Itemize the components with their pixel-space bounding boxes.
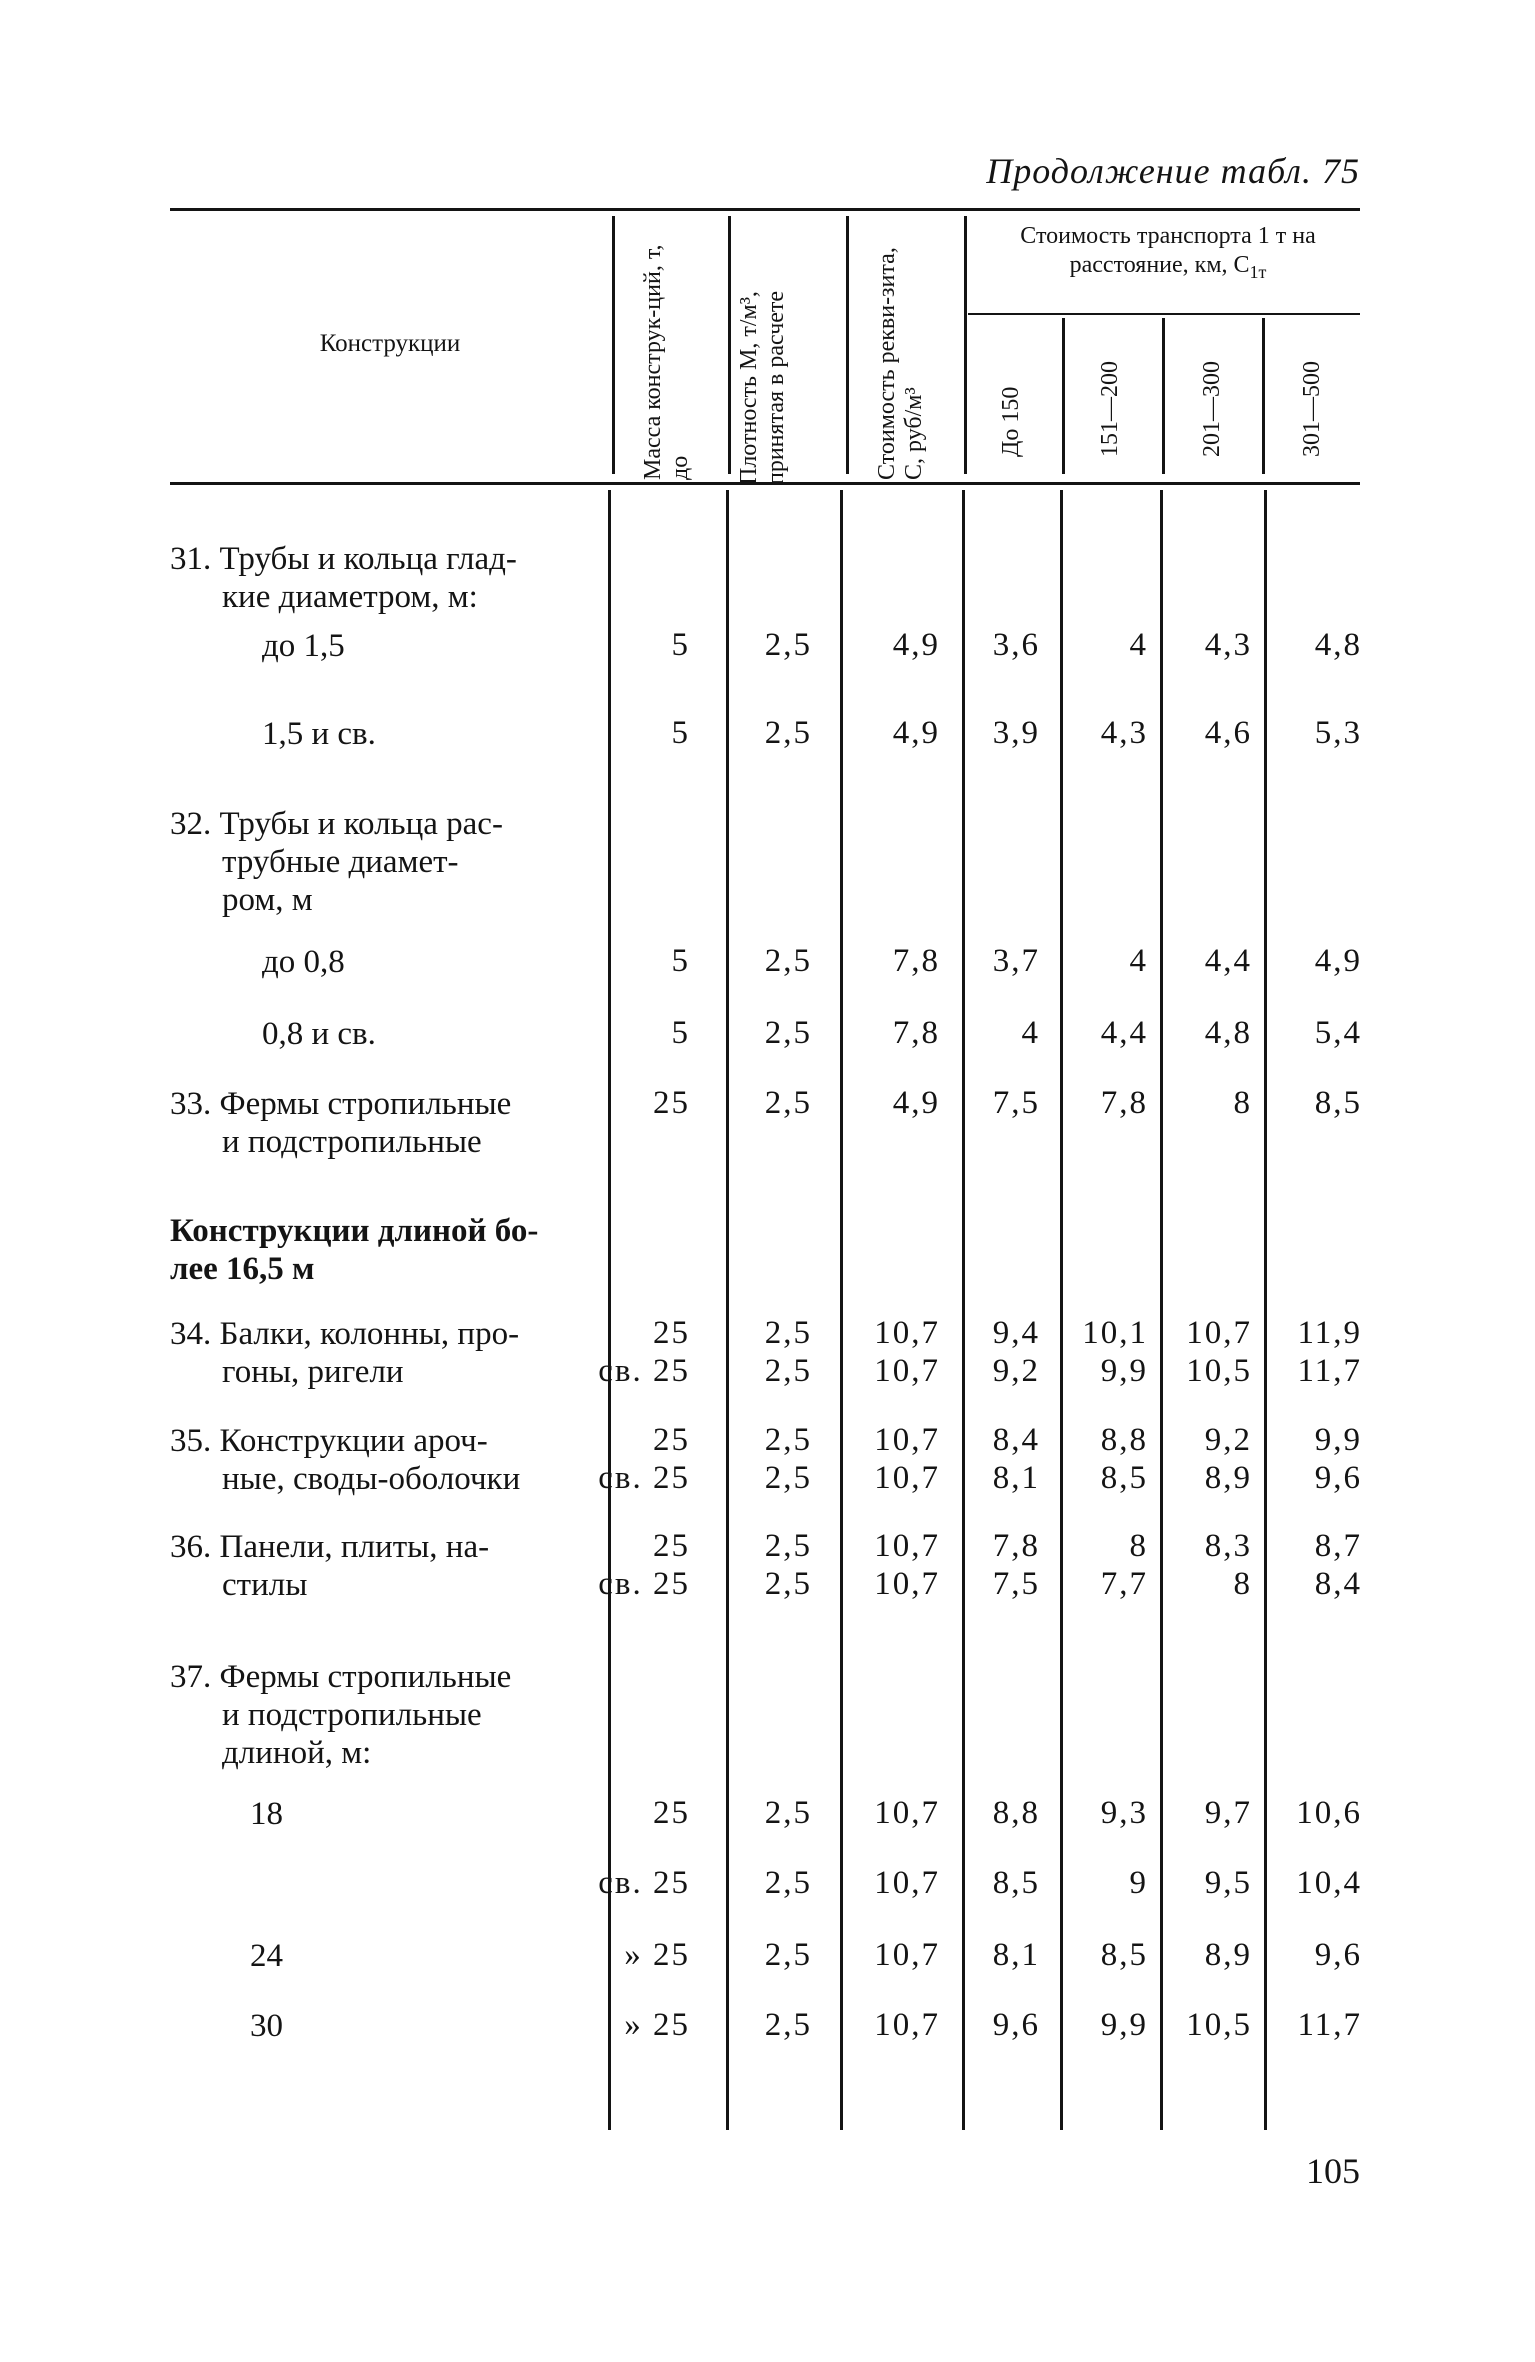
table-cell: 7,8 [1100, 1085, 1148, 1121]
table-cell: 4,9 [892, 627, 940, 663]
header-cost-rekvizit: Стоимость рекви-зита, С, руб/м³ [874, 247, 927, 480]
table-cell: 5 [671, 627, 690, 663]
table-cell: 10,7 [874, 2007, 940, 2043]
header-dist-2: 201—300 [1199, 361, 1225, 457]
table-cell: 10,7 [874, 1865, 940, 1901]
table-cell: 11,9 [1297, 1315, 1362, 1351]
table-cell: 8,9 [1204, 1937, 1252, 1973]
page-number: 105 [1306, 2151, 1360, 2191]
table-cell: 4,4 [1204, 943, 1252, 979]
table-cell: 8,7 [1314, 1528, 1362, 1564]
row-label-cont: и подстропильные [222, 1697, 482, 1733]
row-label-cont: ные, своды-оболочки [222, 1461, 521, 1497]
row-label: до 0,8 [262, 944, 345, 980]
table-cell: 4,9 [1314, 943, 1362, 979]
table-cell: 8,4 [992, 1422, 1040, 1458]
table-cell: 11,7 [1297, 2007, 1362, 2043]
table-cell: 7,8 [992, 1528, 1040, 1564]
row-label: 1,5 и св. [262, 716, 376, 752]
table-cell: 5,4 [1314, 1015, 1362, 1051]
col-divider [1062, 318, 1065, 474]
table-cell: 2,5 [764, 1795, 812, 1831]
table-cell: 10,7 [874, 1422, 940, 1458]
col-divider [846, 216, 849, 474]
table-cell: 8,5 [992, 1865, 1040, 1901]
table-cell: 2,5 [764, 715, 812, 751]
table-cell: 7,8 [892, 1015, 940, 1051]
table-cell: 10,7 [874, 1795, 940, 1831]
table-cell: 10,1 [1082, 1315, 1148, 1351]
table-cell: 8 [1129, 1528, 1148, 1564]
table-cell: 8,8 [992, 1795, 1040, 1831]
table-cell: св. 25 [598, 1865, 690, 1901]
row-label: 33. Фермы стропильные [170, 1086, 512, 1122]
table-cell: 4 [1129, 627, 1148, 663]
col-divider [1162, 318, 1165, 474]
table-cell: 8 [1233, 1566, 1252, 1602]
row-label: 18 [250, 1796, 283, 1832]
table-cell: 4 [1021, 1015, 1040, 1051]
table-cell: 8,1 [992, 1937, 1040, 1973]
table-cell: 8 [1233, 1085, 1252, 1121]
table-cell: 9,6 [1314, 1937, 1362, 1973]
row-label: Конструкции длиной бо- [170, 1213, 539, 1249]
header-dist-0: До 150 [998, 386, 1024, 457]
row-label-cont: ром, м [222, 882, 313, 918]
col-divider [1262, 318, 1265, 474]
table-cell: 10,7 [1186, 1315, 1252, 1351]
table-cell: 10,7 [874, 1315, 940, 1351]
table-cell: 4,9 [892, 715, 940, 751]
table-cell: св. 25 [598, 1353, 690, 1389]
table-cell: 10,6 [1296, 1795, 1362, 1831]
table-cell: 9,9 [1100, 2007, 1148, 2043]
table-cell: 9,7 [1204, 1795, 1252, 1831]
table-cell: 2,5 [764, 1566, 812, 1602]
table-cell: 2,5 [764, 2007, 812, 2043]
header-transport-group [968, 222, 1368, 287]
table-cell: 2,5 [764, 1315, 812, 1351]
table-cell: 9,6 [992, 2007, 1040, 2043]
table-cell: 8,1 [992, 1460, 1040, 1496]
table-cell: 2,5 [764, 1528, 812, 1564]
table-cell: 3,6 [992, 627, 1040, 663]
table-cell: 10,7 [874, 1937, 940, 1973]
table-cell: 8,4 [1314, 1566, 1362, 1602]
table-cell: 9,6 [1314, 1460, 1362, 1496]
table-cell: 9,9 [1100, 1353, 1148, 1389]
row-label-cont: длиной, м: [222, 1735, 372, 1771]
table-cell: 2,5 [764, 1422, 812, 1458]
row-label-cont: стилы [222, 1567, 308, 1603]
table-cell: 2,5 [764, 627, 812, 663]
table-cell: 10,7 [874, 1460, 940, 1496]
table-cell: св. 25 [598, 1566, 690, 1602]
row-label: 31. Трубы и кольца глад- [170, 541, 517, 577]
row-label-cont: лее 16,5 м [170, 1251, 315, 1287]
header-mass: Масса конструк-ций, т, до [640, 244, 693, 480]
table-cell: св. 25 [598, 1460, 690, 1496]
table-cell: 7,5 [992, 1085, 1040, 1121]
table-cell: » 25 [624, 2007, 690, 2043]
row-label: 36. Панели, плиты, на- [170, 1529, 490, 1565]
table-cell: » 25 [624, 1937, 690, 1973]
col-divider [612, 216, 615, 474]
table-cell: 9,4 [992, 1315, 1040, 1351]
header-density: Плотность М, т/м³, принятая в расчете [736, 290, 789, 485]
table-cell: 5,3 [1314, 715, 1362, 751]
table-cell: 2,5 [764, 1460, 812, 1496]
group-rule [968, 313, 1360, 315]
table-caption: Продолжение табл. 75 [986, 151, 1360, 191]
table-cell: 9,2 [1204, 1422, 1252, 1458]
row-label: 34. Балки, колонны, про- [170, 1316, 520, 1352]
table-cell: 3,7 [992, 943, 1040, 979]
table-cell: 8,3 [1204, 1528, 1252, 1564]
table-cell: 25 [653, 1795, 690, 1831]
table-cell: 5 [671, 1015, 690, 1051]
row-label: 37. Фермы стропильные [170, 1659, 512, 1695]
row-label: 30 [250, 2008, 283, 2044]
header-constructions: Конструкции [319, 330, 461, 357]
table-cell: 2,5 [764, 943, 812, 979]
table-cell: 9,9 [1314, 1422, 1362, 1458]
table-cell: 9 [1129, 1865, 1148, 1901]
row-label-cont: гоны, ригели [222, 1354, 404, 1390]
table-cell: 4,4 [1100, 1015, 1148, 1051]
top-rule [170, 208, 1360, 211]
table-cell: 4,3 [1204, 627, 1252, 663]
table-cell: 2,5 [764, 1015, 812, 1051]
table-cell: 25 [653, 1085, 690, 1121]
header-dist-3: 301—500 [1299, 361, 1325, 457]
table-cell: 4,6 [1204, 715, 1252, 751]
table-cell: 10,7 [874, 1566, 940, 1602]
table-cell: 9,3 [1100, 1795, 1148, 1831]
table-cell: 2,5 [764, 1085, 812, 1121]
header-transport-text: Стоимость транспорта 1 т на расстояние, км, С [1020, 223, 1316, 278]
table-cell: 10,7 [874, 1528, 940, 1564]
table-cell: 25 [653, 1315, 690, 1351]
table-cell: 10,7 [874, 1353, 940, 1389]
table-cell: 10,4 [1296, 1865, 1362, 1901]
row-label: до 1,5 [262, 628, 345, 664]
table-cell: 2,5 [764, 1353, 812, 1389]
table-cell: 7,7 [1100, 1566, 1148, 1602]
table-cell: 8,9 [1204, 1460, 1252, 1496]
col-divider [964, 216, 967, 474]
row-label-cont: и подстропильные [222, 1124, 482, 1160]
table-cell: 25 [653, 1422, 690, 1458]
row-label: 32. Трубы и кольца рас- [170, 806, 503, 842]
table-cell: 7,5 [992, 1566, 1040, 1602]
row-label: 24 [250, 1938, 283, 1974]
table-cell: 4,9 [892, 1085, 940, 1121]
table-cell: 4 [1129, 943, 1148, 979]
table-cell: 4,8 [1204, 1015, 1252, 1051]
table-cell: 3,9 [992, 715, 1040, 751]
table-cell: 10,5 [1186, 2007, 1252, 2043]
table-cell: 11,7 [1297, 1353, 1362, 1389]
table-cell: 8,5 [1100, 1937, 1148, 1973]
header-dist-1: 151—200 [1097, 361, 1123, 457]
table-cell: 2,5 [764, 1937, 812, 1973]
table-cell: 9,5 [1204, 1865, 1252, 1901]
row-label-cont: кие диаметром, м: [222, 579, 478, 615]
table-cell: 10,5 [1186, 1353, 1252, 1389]
header-transport-sub: 1т [1249, 261, 1267, 282]
table-cell: 9,2 [992, 1353, 1040, 1389]
table-cell: 8,5 [1314, 1085, 1362, 1121]
row-label: 35. Конструкции ароч- [170, 1423, 488, 1459]
table-cell: 2,5 [764, 1865, 812, 1901]
table-cell: 7,8 [892, 943, 940, 979]
table-cell: 4,8 [1314, 627, 1362, 663]
col-divider [728, 216, 731, 474]
table-cell: 8,8 [1100, 1422, 1148, 1458]
row-label-cont: трубные диамет- [222, 844, 459, 880]
table-cell: 5 [671, 943, 690, 979]
row-label: 0,8 и св. [262, 1016, 376, 1052]
table-cell: 5 [671, 715, 690, 751]
table-cell: 8,5 [1100, 1460, 1148, 1496]
table-cell: 25 [653, 1528, 690, 1564]
table-cell: 4,3 [1100, 715, 1148, 751]
